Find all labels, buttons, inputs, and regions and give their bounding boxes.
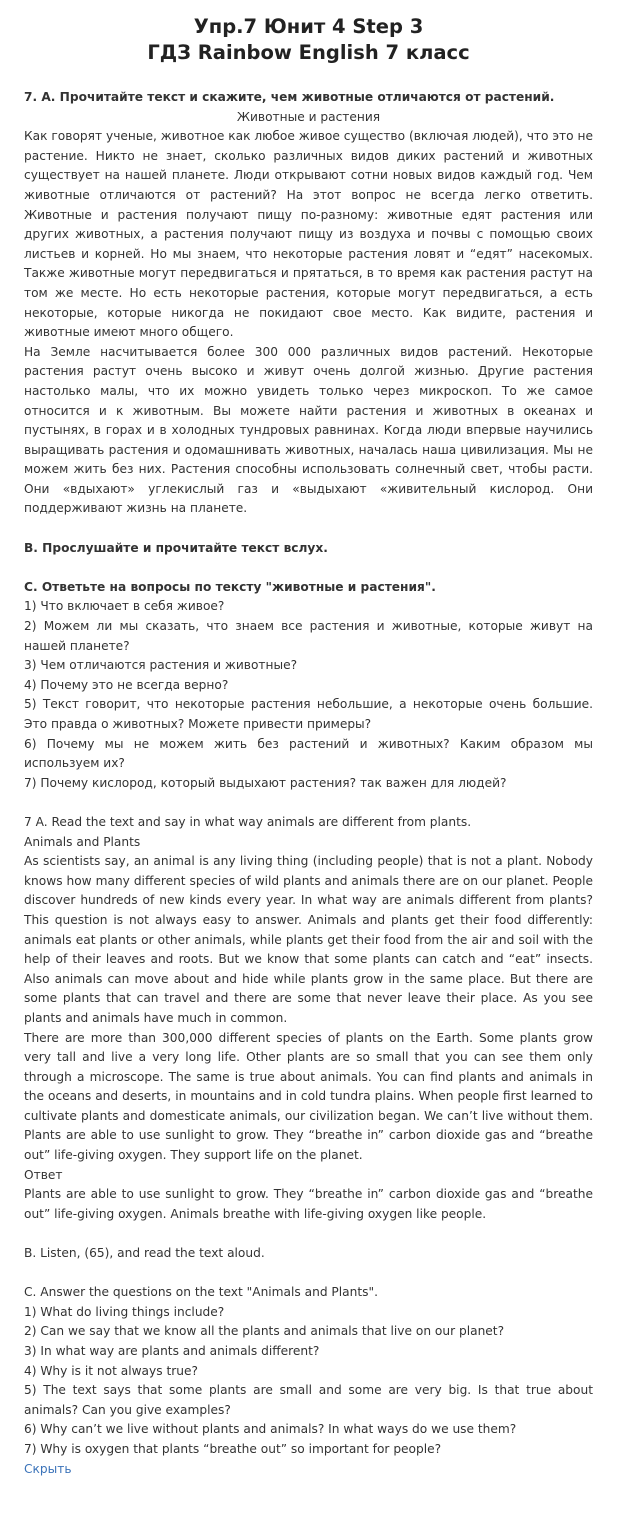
en-question-5: 5) The text says that some plants are small and some are very big. Is that true about animals? Can you give examples? — [24, 1383, 593, 1417]
en-question-4: 4) Why is it not always true? — [24, 1363, 198, 1378]
en-task-a: 7 A. Read the text and say in what way animals are different from plants. — [24, 814, 472, 829]
ru-question-4: 4) Почему это не всегда верно? — [24, 677, 229, 692]
en-paragraph-2: There are more than 300,000 different species of plants on the Earth. Some plants grow very tall and live a very long life. Other plants are so small that you can see them only through a microscope. The same is true about animals. You can find plants and animals in the oceans and deserts, in mountains and in cold tundra plains. When people first learned to cultivate plants and domesticate animals, our civilization began. We can’t live without them. Plants are able to use sunlight to grow. They “breathe in” carbon dioxide gas and “breathe out” life-giving oxygen. They support life on the planet. — [24, 1030, 593, 1163]
ru-question-3: 3) Чем отличаются растения и животные? — [24, 658, 298, 673]
answer-text: Plants are able to use sunlight to grow. They “breathe in” carbon dioxide gas and “breathe out” life-giving oxygen. Animals breathe with life-giving oxygen like people. — [24, 1187, 593, 1221]
ru-question-1: 1) Что включает в себя живое? — [24, 599, 225, 614]
en-question-3: 3) In what way are plants and animals different? — [24, 1344, 320, 1358]
en-task-c: C. Answer the questions on the text "Animals and Plants". — [24, 1285, 378, 1300]
answer-label: Ответ — [24, 1167, 63, 1182]
spacer — [24, 519, 593, 539]
page-title-line-1: Упр.7 Юнит 4 Step 3 — [193, 15, 424, 38]
spacer — [24, 1264, 593, 1284]
ru-question-2: 2) Можем ли мы сказать, что знаем все растения и животные, которые живут на нашей планете? — [24, 619, 593, 653]
ru-question-5: 5) Текст говорит, что некоторые растения небольшие, а некоторые очень большие. Это правда о животных? Можете привести примеры? — [24, 697, 593, 731]
ru-text-title: Животные и растения — [236, 109, 381, 124]
ru-task-a: 7. А. Прочитайте текст и скажите, чем животные отличаются от растений. — [24, 90, 555, 104]
content — [24, 14, 593, 1479]
spacer — [24, 558, 593, 578]
ru-question-6: 6) Почему мы не можем жить без растений и животных? Каким образом мы используем их? — [24, 736, 593, 771]
ru-paragraph-1: Как говорят ученые, животное как любое живое существо (включая людей), что это не растение. Никто не знает, сколько различных видов диких растений и животных существует на нашей планете. Люди открывают сотни новых видов каждый год. Чем животные отличаются от растений? На этот вопрос не всегда легко ответить. Животные и растения получают пищу по-разному: животные едят растения или других животных, а растения получают пищу из воздуха и почвы с помощью своих листьев и корней. Но мы знаем, что некоторые растения ловят и “едят” насекомых. Также животные могут передвигаться и прятаться, в то время как растения растут на том же месте. Но есть некоторые растения, которые могут передвигаться, а есть некоторые, которые никогда не покидают свое место. Как видите, растения и животные имеют много общего. — [24, 129, 593, 340]
en-question-1: 1) What do living things include? — [24, 1304, 225, 1319]
page-title-line-2: ГДЗ Rainbow English 7 класс — [147, 41, 470, 64]
ru-question-7: 7) Почему кислород, который выдыхают растения? так важен для людей? — [24, 775, 507, 790]
spacer — [24, 1224, 593, 1244]
en-question-2: 2) Can we say that we know all the plants and animals that live on our planet? — [24, 1324, 505, 1339]
en-task-b: B. Listen, (65), and read the text aloud. — [24, 1246, 265, 1261]
en-question-6: 6) Why can’t we live without plants and animals? In what ways do we use them? — [24, 1422, 517, 1437]
ru-task-c: С. Ответьте на вопросы по тексту "животные и растения". — [24, 579, 436, 594]
en-paragraph-1: As scientists say, an animal is any living thing (including people) that is not a plant. Nobody knows how many different species of wild plants and animals there are on our planet. People discover hundreds of new kinds every year. In what way are animals different from plants? This question is not always easy to answer. Animals and plants get their food differently: animals eat plants or other animals, while plants get their food from the air and soil with the help of their leaves and roots. But we know that some plants can catch and “eat” insects. Also animals can move about and hide while plants grow in the same place. But there are some plants that can travel and there are some that never leave their place. As you see plants and animals have much in common. — [24, 854, 593, 1025]
ru-task-b: В. Прослушайте и прочитайте текст вслух. — [24, 540, 328, 555]
spacer — [24, 793, 593, 813]
en-text-title: Animals and Plants — [24, 834, 141, 849]
en-question-7: 7) Why is oxygen that plants “breathe out” so important for people? — [24, 1441, 442, 1456]
ru-paragraph-2: На Земле насчитывается более 300 000 различных видов растений. Некоторые растения растут очень высоко и живут очень долгой жизнью. Другие растения настолько малы, что их можно увидеть только через микроскоп. То же самое относится и к животным. Вы можете найти растения и животных в океанах и пустынях, в горах и в холодных тундровых равнинах. Когда люди впервые научились выращивать растения и одомашнивать животных, началась наша цивилизация. Мы не можем жить без них. Растения способны использовать солнечный свет, чтобы расти. Они «вдыхают» углекислый газ и «выдыхают «живительный кислород. Они поддерживают жизнь на планете. — [24, 344, 593, 516]
hide-link[interactable]: Скрыть — [24, 1461, 72, 1476]
